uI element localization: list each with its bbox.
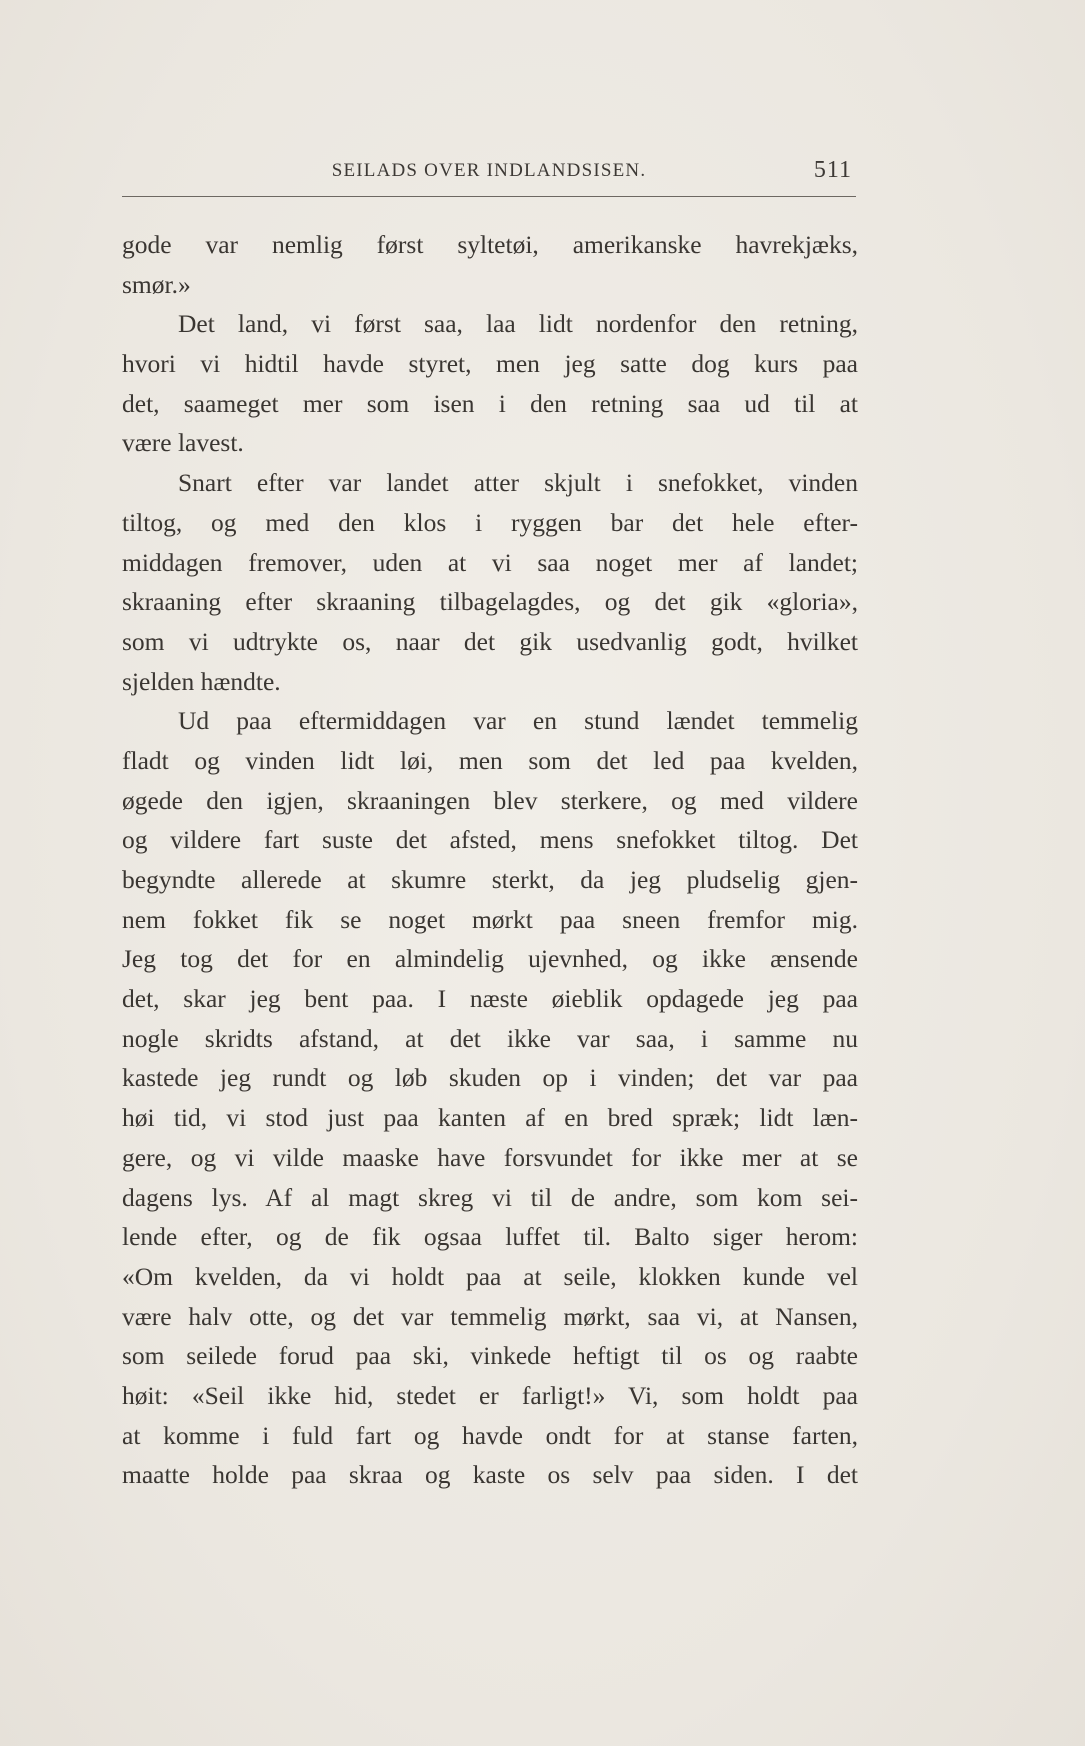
text-line: nogle skridts afstand, at det ikke var saa, i samme nu (122, 1023, 858, 1053)
text-line: begyndte allerede at skumre sterkt, da jeg pludselig gjen- (122, 865, 858, 894)
running-title: SEILADS OVER INDLANDSISEN. (331, 160, 647, 181)
page-number: 511 (813, 157, 852, 183)
body-text (122, 225, 858, 1495)
text-line: Jeg tog det for en almindelig ujevnhed, og ikke ænsende (122, 944, 858, 974)
text-line: maatte holde paa skraa og kaste os selv paa siden. I det (122, 1460, 858, 1490)
text-line: høi tid, vi stod just paa kanten af en bred spræk; lidt læn- (122, 1103, 858, 1133)
text-line: som seilede forud paa ski, vinkede heftigt til os og raabte (122, 1341, 858, 1371)
text-line: være lavest. (122, 428, 244, 458)
text-line: dagens lys. Af al magt skreg vi til de andre, som kom sei- (122, 1182, 858, 1212)
text-line: lende efter, og de fik ogsaa luffet til. Balto siger herom: (122, 1222, 858, 1252)
running-head (120, 157, 858, 190)
text-line: som vi udtrykte os, naar det gik usedvanlig godt, hvilket (122, 626, 858, 656)
text-line: middagen fremover, uden at vi saa noget mer af landet; (122, 547, 858, 577)
text-line: Snart efter var landet atter skjult i snefokket, vinden (178, 468, 858, 498)
text-line: og vildere fart suste det afsted, mens snefokket tiltog. Det (122, 825, 858, 855)
text-line: «Om kvelden, da vi holdt paa at seile, klokken kunde vel (122, 1261, 858, 1291)
text-line: være halv otte, og det var temmelig mørkt, saa vi, at Nansen, (122, 1301, 858, 1331)
text-line: kastede jeg rundt og løb skuden op i vinden; det var paa (122, 1063, 858, 1093)
text-line: Ud paa eftermiddagen var en stund lændet temmelig (178, 706, 858, 736)
text-line: det, saameget mer som isen i den retning saa ud til at (122, 388, 858, 418)
text-line: gere, og vi vilde maaske have forsvundet for ikke mer at se (122, 1142, 858, 1172)
text-line: hvori vi hidtil havde styret, men jeg satte dog kurs paa (122, 349, 858, 379)
text-line: Det land, vi først saa, laa lidt nordenfor den retning, (178, 309, 858, 339)
text-line: gode var nemlig først syltetøi, amerikanske havrekjæks, (122, 230, 858, 259)
text-line: sjelden hændte. (122, 666, 281, 696)
text-line: skraaning efter skraaning tilbagelagdes, og det gik «gloria», (122, 587, 858, 617)
text-line: smør.» (122, 269, 191, 299)
text-line: øgede den igjen, skraaningen blev sterkere, og med vildere (122, 785, 858, 815)
text-line: høit: «Seil ikke hid, stedet er farligt!» Vi, som holdt paa (122, 1380, 858, 1410)
text-line: fladt og vinden lidt løi, men som det led paa kvelden, (122, 745, 858, 775)
text-line: at komme i fuld fart og havde ondt for at stanse farten, (122, 1420, 858, 1450)
text-line: nem fokket fik se noget mørkt paa sneen fremfor mig. (122, 904, 858, 934)
header-rule (122, 196, 856, 197)
text-line: det, skar jeg bent paa. I næste øieblik opdagede jeg paa (122, 984, 858, 1014)
text-line: tiltog, og med den klos i ryggen bar det hele efter- (122, 507, 858, 537)
